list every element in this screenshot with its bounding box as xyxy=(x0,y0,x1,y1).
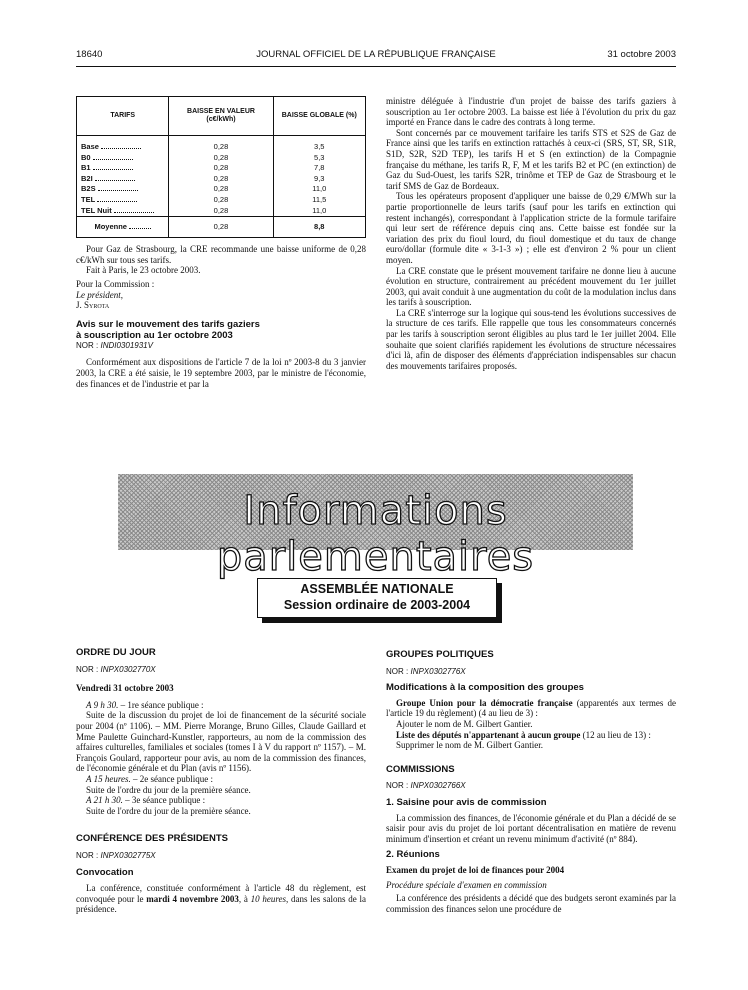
tarif-cell: Moyenne xyxy=(77,217,169,238)
left-top-column xyxy=(76,96,366,389)
groupes-title: GROUPES POLITIQUES xyxy=(386,649,494,660)
session-title: Session ordinaire de 2003-2004 xyxy=(283,598,471,612)
globale-cell: 8,8 xyxy=(273,217,366,238)
examen-title: Examen du projet de loi de finances pour 2004 xyxy=(386,864,565,875)
signature-line: Pour la Commission : xyxy=(76,278,155,289)
table-row xyxy=(77,206,366,217)
saisine-title: 1. Saisine pour avis de commission xyxy=(386,796,547,808)
tarif-cell: B2I xyxy=(77,174,169,185)
journal-title: JOURNAL OFFICIEL DE LA RÉPUBLIQUE FRANÇAISE xyxy=(256,49,496,60)
tarif-cell: B1 xyxy=(77,163,169,174)
table-row xyxy=(77,163,366,174)
valeur-cell: 0,28 xyxy=(169,217,273,238)
modifications-title: Modifications à la composition des groupes xyxy=(386,682,584,694)
valeur-cell: 0,28 xyxy=(169,195,273,206)
signature-title: Le président, xyxy=(76,289,123,300)
leader-dots xyxy=(93,169,133,170)
globale-cell: 9,3 xyxy=(273,174,366,185)
session-line: A 9 h 30. – 1re séance publique : xyxy=(86,699,204,710)
left-bottom-column xyxy=(76,648,366,915)
date-heading: Vendredi 31 octobre 2003 xyxy=(76,683,174,694)
table-header: TARIFS xyxy=(77,97,169,136)
section-banner xyxy=(118,474,633,580)
convocation-title: Convocation xyxy=(76,866,134,878)
paragraph: ministre déléguée à l'industrie d'un projet de baisse des tarifs gaziers à souscription au 1er octobre 2003. La baisse est liée à l'évolution du prix du gaz importé en France dans le cadre des contrats à long terme. xyxy=(386,96,676,128)
paragraph: Pour Gaz de Strasbourg, la CRE recommande une baisse uniforme de 0,28 c€/kWh sur tous ses tarifs. xyxy=(76,244,366,265)
leader-dots xyxy=(129,228,151,229)
paragraph: Conformément aux dispositions de l'article 7 de la loi nº 2003-8 du 3 janvier 2003, la CRE a été saisie, le 19 septembre 2003, par le ministre de l'économie, des finances et de l'industrie et par la xyxy=(76,357,366,389)
nor-reference: NOR : INPX0302775X xyxy=(76,850,156,860)
avis-title: Avis sur le mouvement des tarifs gaziers xyxy=(76,318,260,330)
tarif-cell: B0 xyxy=(77,153,169,164)
paragraph: Suite de l'ordre du jour de la première séance. xyxy=(86,805,251,816)
signature-name: J. Syrota xyxy=(76,300,110,311)
session-line: A 15 heures. – 2e séance publique : xyxy=(86,773,213,784)
valeur-cell: 0,28 xyxy=(169,136,273,153)
globale-cell: 7,8 xyxy=(273,163,366,174)
avis-title: à souscription au 1er octobre 2003 xyxy=(76,329,233,341)
paragraph: La conférence des présidents a décidé que des budgets seront examinés par la commission des finances selon une procédure de xyxy=(386,893,676,914)
paragraph: Ajouter le nom de M. Gilbert Gantier. xyxy=(396,718,533,729)
session-line: A 21 h 30. – 3e séance publique : xyxy=(86,795,206,806)
nor-reference: NOR : INPX0302770X xyxy=(76,664,156,674)
paragraph: La commission des finances, de l'économie générale et du Plan a décidé de se saisir pour avis du projet de loi portant décentralisation en matière de revenu minimum d'insertion et créant un revenu minimum d'activité (nº 884). xyxy=(386,812,676,844)
leader-dots xyxy=(97,201,137,202)
table-row xyxy=(77,136,366,153)
leader-dots xyxy=(93,159,133,160)
table-total-row xyxy=(77,217,366,238)
nor-reference: NOR : INDI0301931V xyxy=(76,340,153,350)
globale-cell: 5,3 xyxy=(273,153,366,164)
valeur-cell: 0,28 xyxy=(169,206,273,217)
ordre-du-jour-title: ORDRE DU JOUR xyxy=(76,647,156,658)
leader-dots xyxy=(95,180,135,181)
tariff-table xyxy=(76,96,366,238)
paragraph: Fait à Paris, le 23 octobre 2003. xyxy=(86,265,201,276)
globale-cell: 11,5 xyxy=(273,195,366,206)
tarif-cell: TEL xyxy=(77,195,169,206)
paragraph: Tous les opérateurs proposent d'appliquer une baisse de 0,29 €/MWh sur la partie proportionnelle de leurs tarifs (sauf pour les tarifs en extinction qui restent inchangés), correspondant à l'application stricte de la formule tarifaire qui leur sert de référence depuis cinq ans. Cette baisse est fondée sur la variation des prix du fioul lourd, du fioul domestique et du taux de change euro/dollar (formule dite « 3-1-3 ») ; elle est d'environ 2 % pour un client moyen. xyxy=(386,191,676,265)
paragraph: Groupe Union pour la démocratie française (apparentés aux termes de l'article 19 du règlement) (4 au lieu de 3) : xyxy=(386,697,676,719)
globale-cell: 11,0 xyxy=(273,184,366,195)
issue-date: 31 octobre 2003 xyxy=(607,49,676,60)
valeur-cell: 0,28 xyxy=(169,153,273,164)
conference-title: CONFÉRENCE DES PRÉSIDENTS xyxy=(76,833,229,845)
table-header: BAISSE EN VALEUR (c€/kWh) xyxy=(169,97,273,136)
globale-cell: 3,5 xyxy=(273,136,366,153)
right-bottom-column xyxy=(386,650,676,914)
tarif-cell: Base xyxy=(77,136,169,153)
paragraph: Suite de l'ordre du jour de la première séance. xyxy=(86,784,251,795)
page-number: 18640 xyxy=(76,49,103,60)
table-row xyxy=(77,184,366,195)
leader-dots xyxy=(98,190,138,191)
valeur-cell: 0,28 xyxy=(169,163,273,174)
leader-dots xyxy=(114,212,154,213)
commissions-title: COMMISSIONS xyxy=(386,763,455,775)
leader-dots xyxy=(101,148,141,149)
table-row xyxy=(77,174,366,185)
paragraph: Sont concernés par ce mouvement tarifaire les tarifs STS et S2S de Gaz de France ainsi que les tarifs en extinction rattachés à ceux-ci (SRS, ST, SR, S1R, S1D, S2R, S2D TEP), les tarifs H et S (en extinction) de la Compagnie française du méthane, les tarifs R, F, M et les tarifs B2 et PC (en extinction) de Gaz du Sud-Ouest, les tarifs S2R, trinôme et TEP de Gaz de Strasbourg et le tarif SMS de Gaz de Bordeaux. xyxy=(386,127,676,191)
reunions-title: 2. Réunions xyxy=(386,849,440,861)
paragraph: La conférence, constituée conformément à l'article 48 du règlement, est convoquée pour le mardi 4 novembre 2003, à 10 heures, dans les salons de la présidence. xyxy=(76,883,366,915)
valeur-cell: 0,28 xyxy=(169,174,273,185)
right-top-column xyxy=(386,96,676,371)
banner-title: Informations parlementaires xyxy=(216,488,535,580)
assembly-box xyxy=(257,578,497,618)
page-header xyxy=(76,49,676,63)
paragraph: La CRE constate que le présent mouvement tarifaire ne donne lieu à aucune évolution en structure, contrairement au précédent mouvement du 1er juillet 2003, qui avait conduit à une augmentation du coût de la modulation inclus dans les tarifs à souscription. xyxy=(386,265,676,308)
nor-reference: NOR : INPX0302776X xyxy=(386,666,466,676)
tarif-cell: TEL Nuit xyxy=(77,206,169,217)
header-rule xyxy=(76,66,676,67)
tarif-cell: B2S xyxy=(77,184,169,195)
valeur-cell: 0,28 xyxy=(169,184,273,195)
table-row xyxy=(77,153,366,164)
paragraph: Suite de la discussion du projet de loi de financement de la sécurité sociale pour 2004 (nº 1106). – MM. Pierre Morange, Bruno Gilles, Claude Gaillard et Mme Paulette Guinchard-Kunstler, rapporteurs, au nom de la commission des affaires culturelles, familiales et sociales (tomes I à V du rapport nº 1157). – M. François Goulard, rapporteur pour avis, au nom de la commission des finances, de l'économie générale et du Plan (avis nº 1156). xyxy=(76,710,366,774)
paragraph: La CRE s'interroge sur la logique qui sous-tend les évolutions successives de la structure de ces tarifs. Elle rappelle que tous les consommateurs concernés par les tarifs à souscription seront éligibles au plus tard le 1er juillet 2004. Elle souhaite que soient clarifiés rapidement les évolutions de structure nécessaires d'ici là, afin de disposer des éléments d'appréciation indispensables sur chacun des mouvements tarifaires proposés. xyxy=(386,307,676,371)
table-row xyxy=(77,195,366,206)
paragraph: Supprimer le nom de M. Gilbert Gantier. xyxy=(396,740,543,751)
globale-cell: 11,0 xyxy=(273,206,366,217)
paragraph: Liste des députés n'appartenant à aucun groupe (12 au lieu de 13) : xyxy=(396,729,651,740)
nor-reference: NOR : INPX0302766X xyxy=(386,781,466,791)
assembly-title: ASSEMBLÉE NATIONALE xyxy=(300,582,454,596)
table-header: BAISSE GLOBALE (%) xyxy=(273,97,366,136)
procedure-subtitle: Procédure spéciale d'examen en commission xyxy=(386,879,547,890)
